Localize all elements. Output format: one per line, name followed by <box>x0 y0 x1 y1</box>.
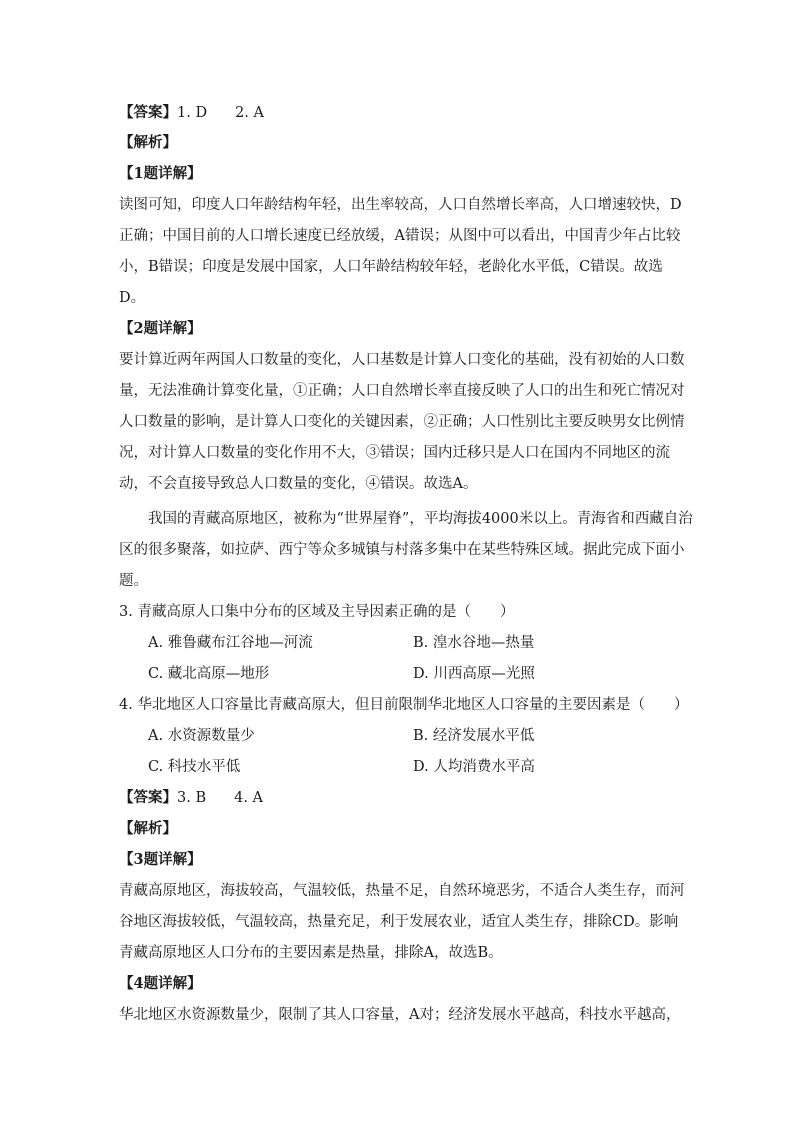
q1-detail-label: 【1题详解】 <box>119 165 202 182</box>
q2-detail-line: 量，无法准确计算变化量，①正确；人口自然增长率直接反映了人口的出生和死亡情况对 <box>119 383 685 399</box>
q4-option-a: A. 水资源数量少 <box>148 728 255 744</box>
q3-option-c: C. 藏北高原—地形 <box>148 666 270 682</box>
q2-detail-line: 动，不会直接导致总人口数量的变化，④错误。故选A。 <box>119 476 478 492</box>
q3-detail-line: 青藏高原地区，海拔较高，气温较低，热量不足，自然环境恶劣，不适合人类生存，而河 <box>119 883 685 899</box>
q2-detail-line: 要计算近两年两国人口数量的变化，人口基数是计算人口变化的基础，没有初始的人口数 <box>119 352 685 368</box>
q1-detail-line: D。 <box>119 290 146 306</box>
answer-text: 3. B <box>177 790 207 806</box>
answer-line-1 <box>119 104 264 122</box>
q4-option-d: D. 人均消费水平高 <box>413 759 535 775</box>
answer-text: 1. D <box>177 105 208 121</box>
answer-label: 【答案】 <box>119 104 177 121</box>
passage-line: 题。 <box>119 573 148 589</box>
answer-text: 2. A <box>235 105 264 121</box>
passage-line: 区的很多聚落，如拉萨、西宁等众多城镇与村落多集中在某些特殊区域。据此完成下面小 <box>119 542 685 558</box>
q4-detail-line: 华北地区水资源数量少，限制了其人口容量，A对；经济发展水平越高，科技水平越高， <box>119 1007 681 1023</box>
q4-detail-label: 【4题详解】 <box>119 975 202 992</box>
q3-detail-label: 【3题详解】 <box>119 851 202 868</box>
analysis-label: 【解析】 <box>119 820 177 837</box>
q1-detail-line: 读图可知，印度人口年龄结构年轻，出生率较高，人口自然增长率高，人口增速较快，D <box>119 197 682 213</box>
q3-option-b: B. 湟水谷地—热量 <box>413 635 535 651</box>
q3-detail-line: 谷地区海拔较低，气温较高，热量充足，利于发展农业，适宜人类生存，排除CD。影响 <box>119 914 679 930</box>
q4-option-c: C. 科技水平低 <box>148 759 241 775</box>
q3-option-d: D. 川西高原—光照 <box>413 666 535 682</box>
q3-option-a: A. 雅鲁藏布江谷地—河流 <box>148 635 313 651</box>
answer-line-2 <box>119 789 263 807</box>
answer-label: 【答案】 <box>119 789 177 806</box>
q2-detail-label: 【2题详解】 <box>119 320 202 337</box>
q2-detail-line: 况，对计算人口数量的变化作用不大，③错误；国内迁移只是人口在国内不同地区的流 <box>119 445 670 461</box>
analysis-label: 【解析】 <box>119 134 177 151</box>
passage-line: 我国的青藏高原地区，被称为“世界屋脊”，平均海拔4000米以上。青海省和西藏自治 <box>148 511 693 527</box>
answer-text: 4. A <box>234 790 264 806</box>
q4-stem: 4. 华北地区人口容量比青藏高原大，但目前限制华北地区人口容量的主要因素是（ ） <box>119 697 689 713</box>
q1-detail-line: 正确；中国目前的人口增长速度已经放缓，A错误；从图中可以看出，中国青少年占比较 <box>119 228 681 244</box>
q4-option-b: B. 经济发展水平低 <box>413 728 535 744</box>
q3-detail-line: 青藏高原地区人口分布的主要因素是热量，排除A，故选B。 <box>119 945 503 961</box>
q3-stem: 3. 青藏高原人口集中分布的区域及主导因素正确的是（ ） <box>119 604 515 620</box>
q1-detail-line: 小，B错误；印度是发展中国家，人口年龄结构较年轻，老龄化水平低，C错误。故选 <box>119 259 663 275</box>
q2-detail-line: 人口数量的影响，是计算人口变化的关键因素，②正确；人口性别比主要反映男女比例情 <box>119 414 685 430</box>
